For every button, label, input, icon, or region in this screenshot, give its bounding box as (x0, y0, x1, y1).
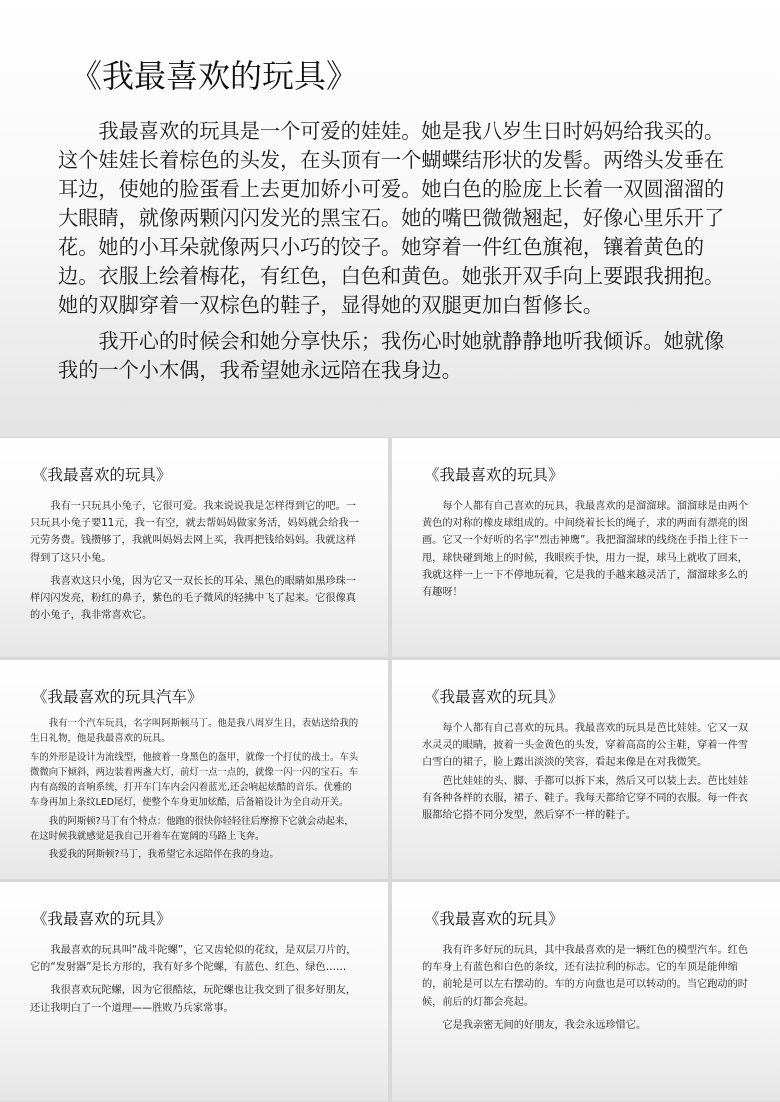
card-paragraph: 它是我亲密无间的好朋友，我会永远珍惜它。 (442, 1019, 647, 1031)
card-paragraph: 我喜欢这只小兔，因为它又一双长长的耳朵、黑色的眼睛如黑珍珠一样闪闪发亮，粉红的鼻子，紫色的毛子微风的轻拂中飞了起来。它很像真的小兔子，我非常喜欢它。 (30, 575, 357, 622)
card-body (30, 716, 360, 866)
essay-card-model-car (392, 882, 780, 1101)
page-title: 《我最喜欢的玩具》 (70, 57, 359, 95)
card-title: 《我最喜欢的玩具》 (424, 466, 564, 484)
essay-card-spinning-top (0, 882, 388, 1101)
card-paragraph: 芭比娃娃的头、脚、手都可以拆下来，然后又可以装上去。芭比娃娃有各种各样的衣服，裙子、鞋子。我每天都给它穿不同的衣服。每一件衣服都给它搭不同分发型，然后穿不一样的鞋子。 (422, 775, 749, 822)
card-paragraph: 我有一个汽车玩具，名字叫阿斯顿马丁。他是我八周岁生日，表姑送给我的生日礼物，他是我最喜欢的玩具。 (30, 718, 359, 745)
essay-card-toy-car (0, 660, 388, 879)
card-body (422, 720, 752, 830)
card-body (30, 498, 360, 630)
card-paragraph: 每个人都有自己喜欢的玩具。我最喜欢的玩具是芭比娃娃。它又一双水灵灵的眼睛，披着一头金黄色的头发，穿着高高的公主鞋，穿着一件雪白雪白的裙子，脸上露出淡淡的笑容，看起来像是在对我微笑。 (422, 723, 749, 769)
essay-card-barbie (392, 660, 780, 879)
main-paragraph-1: 我最喜欢的玩具是一个可爱的娃娃。她是我八岁生日时妈妈给我买的。这个娃娃长着棕色的头发，在头顶有一个蝴蝶结形状的发髻。两绺头发垂在耳边，使她的脸蛋看上去更加娇小可爱。她白色的脸庞上长着一双圆溜溜的大眼睛，就像两颗闪闪发光的黑宝石。她的嘴巴微微翘起，好像心里乐开了花。她的小耳朵就像两只小巧的饺子。她穿着一件红色旗袍，镶着黄色的边。衣服上绘着梅花，有红色，白色和黄色。她张开双手向上要跟我拥抱。她的双脚穿着一双棕色的鞋子，显得她的双腿更加白皙修长。 (58, 119, 725, 317)
card-paragraph: 我有许多好玩的玩具，其中我最喜欢的是一辆红色的模型汽车。红色的车身上有蓝色和白色的条纹，还有法拉利的标志。它的车顶是能伸缩的，前轮是可以左右摆动的。车的方向盘也是可以转动的。当它跑动的时候，前后的灯都会亮起。 (422, 945, 749, 1008)
card-body (422, 942, 752, 1040)
card-title: 《我最喜欢的玩具汽车》 (32, 688, 203, 706)
card-paragraph: 每个人都有自己喜欢的玩具，我最喜欢的是溜溜球。溜溜球是由两个黄色的对称的橡皮球组成的。中间绕着长长的绳子，求的两面有漂亮的图画。它又一个好听的名字“烈击神鹰”。我把溜溜球的线绕在手指上往下一甩，球快碰到地上的时候，我眼疾手快，用力一提，球马上就收了回来，我就这样一上一下不停地玩着，它是我的手越来越灵活了，溜溜球多么的有趣呀！ (422, 501, 749, 599)
card-title: 《我最喜欢的玩具》 (424, 688, 564, 706)
card-paragraph: 我的阿斯顿?马丁有个特点：他跑的很快你轻轻往后摩擦下它就会动起来，在这时候我就感觉是我自己开着车在宽阔的马路上飞奔。 (30, 815, 354, 843)
main-slide (0, 0, 780, 437)
main-paragraph-2: 我开心的时候会和她分享快乐；我伤心时她就静静地听我倾诉。她就像我的一个小木偶，我希望她永远陪在我身边。 (58, 329, 725, 382)
card-paragraph: 我爱我的阿斯顿?马丁，我希望它永远陪伴在我的身边。 (48, 849, 279, 861)
card-title: 《我最喜欢的玩具》 (32, 910, 172, 928)
card-body (30, 942, 360, 1023)
card-paragraph: 我有一只玩具小兔子，它很可爱。我来说说我是怎样得到它的吧。一只玩具小兔子要11元，我一有空，就去帮妈妈做家务活，妈妈就会给我一元劳务费。钱攒够了，我就叫妈妈去网上买，我再把钱给妈妈。我就这样得到了这只小兔。 (30, 501, 359, 564)
essay-card-yoyo (392, 438, 780, 657)
card-paragraph: 我最喜欢的玩具叫“战斗陀螺”，它又齿轮似的花纹，是双层刀片的，它的“发射器”是长方形的，我有好多个陀螺，有蓝色、红色、绿色…… (30, 945, 357, 974)
essay-card-rabbit (0, 438, 388, 657)
card-paragraph: 我很喜欢玩陀螺，因为它很酷炫，玩陀螺也让我交到了很多好朋友，还让我明白了一个道理——胜败乃兵家常事。 (30, 985, 357, 1014)
card-title: 《我最喜欢的玩具》 (424, 910, 564, 928)
card-body (422, 498, 752, 607)
card-title: 《我最喜欢的玩具》 (32, 466, 172, 484)
card-paragraph: 车的外形是设计为流线型，他披着一身黑色的盔甲，就像一个打仗的战士。车头微微向下倾斜，两边装着两盏大灯，前灯一点一点的，就像一闪一闪的宝石。车内有高级的音响系统，打开车门车内会闪着蓝光,还会响起炫酷的音乐。优雅的车身再加上条纹LED尾灯，使整个车身更加炫酷，后备箱设计为全自动开关。 (30, 751, 359, 809)
